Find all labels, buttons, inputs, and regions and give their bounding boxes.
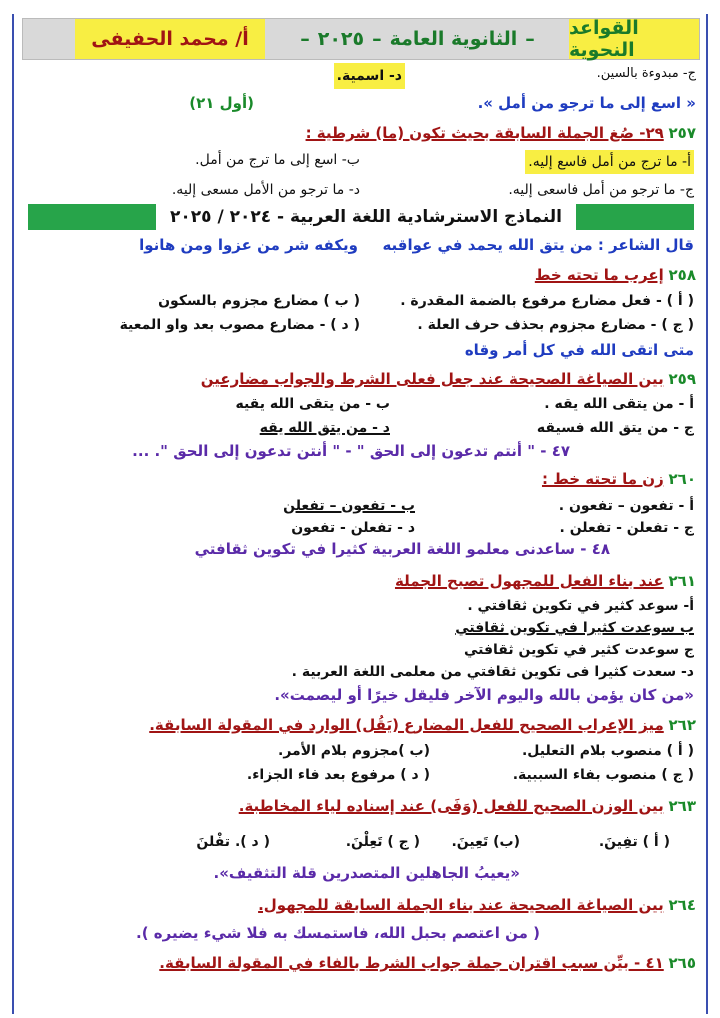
option-a: أ - من يتقى الله يقه . — [544, 396, 694, 412]
question-262 — [149, 716, 696, 734]
header-year: ٢٠٢٥ — [317, 28, 365, 50]
option-b: (ب) تَعِينَ. — [451, 834, 520, 850]
question-number: ٢٦٣ — [668, 797, 696, 815]
header-dash: – — [372, 28, 382, 50]
option-c: ( ج ) - مضارع مجزوم بحذف حرف العلة . — [417, 317, 694, 333]
option-b: (ب )مجزوم بلام الأمر. — [278, 743, 430, 759]
question-number: ٢٥٨ — [668, 266, 696, 284]
option-c: ج - تفعلن - تفعلن . — [559, 520, 694, 536]
option-a: أ - تفعون – تفعون . — [558, 498, 694, 514]
question-number: ٢٦٢ — [668, 716, 696, 734]
quote-sentence: « اسع إلى ما ترجو من أمل ». — [477, 94, 696, 112]
question-title: بين الصياغة الصحيحة عند جعل فعلى الشرط والجواب مضارعين — [200, 370, 664, 388]
example-sentence: ٤٧ - " أنتم تدعون إلى الحق " - " أنتن تدعون إلى الحق ". ... — [132, 442, 570, 460]
header-title: القواعد النحوية — [569, 17, 639, 61]
option-a: أ- ما ترج من أمل فاسع إليه. — [525, 150, 694, 174]
header-dash: – — [300, 28, 310, 50]
question-title: زن ما تحته خط : — [541, 470, 664, 488]
header-teacher-box — [75, 19, 265, 59]
option-b: ب سوعدت كثيرا في تكوين ثقافتي — [455, 620, 694, 636]
question-title: عند بناء الفعل للمجهول تصبح الجملة — [394, 572, 664, 590]
option-c: ( ج ) منصوب بفاء السببية. — [512, 767, 694, 783]
source-tag: (أول ٢١) — [189, 94, 254, 112]
question-number: ٢٥٩ — [668, 370, 696, 388]
example-sentence: «يعيبُ الجاهلين المتصدرين قلة التثقيف». — [213, 864, 520, 882]
question-number: ٢٦١ — [668, 572, 696, 590]
option-d: ( د ) - مضارع مصوب بعد واو المعية — [119, 317, 360, 333]
example-sentence: ٤٨ - ساعدنى معلمو اللغة العربية كثيرا في تكوين ثقافتي — [194, 540, 610, 558]
header-teacher: أ/ محمد الحفيفى — [91, 28, 249, 50]
question-title: ميز الإعراب الصحيح للفعل المضارع (يَقُل) الوارد في المقولة السابقة. — [149, 716, 664, 734]
question-257 — [306, 124, 696, 142]
page-header — [22, 18, 700, 60]
option-d: ( د ). تفْلنَ — [196, 834, 270, 850]
option-b: ب- اسع إلى ما ترج من أمل. — [195, 152, 360, 168]
question-number: ٢٥٧ — [668, 124, 696, 142]
question-number: ٢٦٤ — [668, 896, 696, 914]
question-258 — [535, 266, 696, 284]
question-number: ٢٦٠ — [668, 470, 696, 488]
question-265 — [159, 954, 696, 972]
question-number: ٢٦٥ — [668, 954, 696, 972]
question-title: بين الصياغة الصحيحة عند بناء الجملة السابقة للمجهول. — [258, 896, 664, 914]
section-banner — [28, 204, 694, 230]
option-c-cont: ج- مبدوءة بالسين. — [596, 66, 696, 81]
option-a: أ- سوعد كثير في تكوين ثقافتي . — [467, 598, 694, 614]
poem-line-2: ويكفه شر من عزوا ومن هانوا — [139, 236, 358, 254]
option-d: ( د ) مرفوع بعد فاء الجزاء. — [246, 767, 430, 783]
header-subject-box — [268, 19, 567, 59]
option-c: ج سوعدت كثير في تكوين ثقافتي — [463, 642, 694, 658]
example-sentence: متى اتقى الله في كل أمر وقاه — [464, 341, 694, 359]
option-d: د- ما ترجو من الأمل مسعى إليه. — [171, 182, 360, 198]
question-264 — [258, 896, 696, 914]
option-a: ( أ ) - فعل مضارع مرفوع بالضمة المقدرة . — [400, 293, 694, 309]
option-b: ب - تفعون – تفعلن — [283, 498, 415, 514]
option-d: د - تفعلن - تفعون — [291, 520, 415, 536]
option-c: ( ج ) تَعِلْنَ. — [345, 834, 420, 850]
header-dash: – — [525, 28, 535, 50]
option-b: ب - من يتقى الله يقيه — [235, 396, 390, 412]
option-c: ج - من يتق الله فسيقه — [536, 420, 694, 436]
poem-line-1: قال الشاعر : من يتق الله يحمد في عواقبه — [382, 236, 694, 254]
example-sentence: «من كان يؤمن بالله واليوم الآخر فليقل خيرًا أو ليصمت». — [274, 686, 694, 704]
option-a: ( أ ) تفِينَ. — [598, 834, 670, 850]
option-d-cont: د- اسمية. — [334, 63, 405, 89]
option-d: د - من يتق الله يقه — [259, 420, 390, 436]
question-259 — [201, 370, 696, 388]
header-title-box — [569, 19, 699, 59]
option-c: ج- ما ترجو من أمل فاسعى إليه. — [508, 182, 694, 198]
option-b: ( ب ) مضارع مجزوم بالسكون — [158, 293, 360, 309]
example-sentence: ( من اعتصم بحبل الله، فاستمسك به فلا شيء يضيره ). — [136, 924, 540, 942]
question-title: ٢٩- صُغ الجملة السابقة بحيث تكون (ما) شرطية : — [305, 124, 664, 142]
banner-title: النماذج الاسترشادية اللغة العربية - ٢٠٢٤ / ٢٠٢٥ — [156, 204, 576, 230]
question-261 — [395, 572, 696, 590]
question-260 — [542, 470, 696, 488]
question-title: إعرب ما تحته خط — [534, 266, 664, 284]
option-a: ( أ ) منصوب بلام التعليل. — [521, 743, 694, 759]
question-263 — [239, 797, 696, 815]
header-subject: الثانوية العامة — [389, 28, 518, 50]
question-title: بين الوزن الصحيح للفعل (وَفَى) عند إسناده لياء المخاطبة. — [238, 797, 664, 815]
option-d: د- سعدت كثيرا فى تكوين ثقافتي من معلمى اللغة العربية . — [291, 664, 694, 680]
question-title: ٤١ - بيِّن سبب اقتران جملة جواب الشرط بالفاء في المقولة السابقة. — [159, 954, 664, 972]
